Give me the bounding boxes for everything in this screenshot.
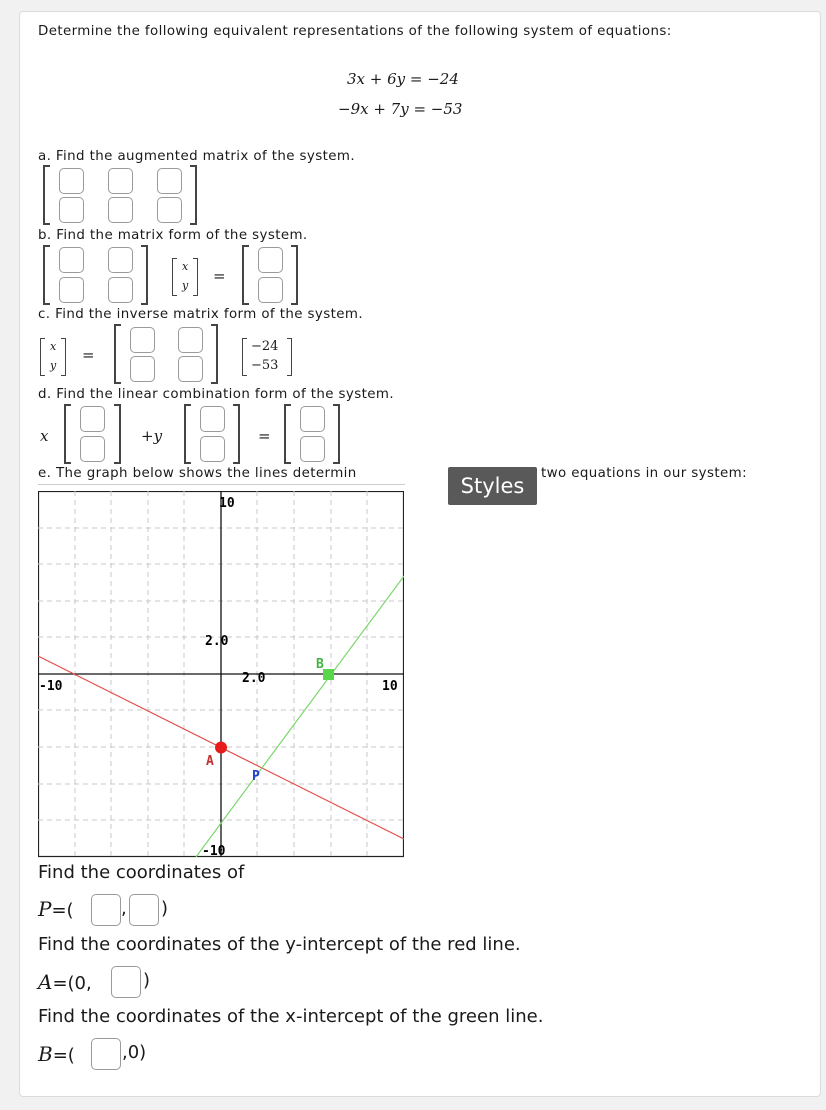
b-prompt: Find the coordinates of the x-intercept of the green line. [38,1006,544,1027]
point-b-marker[interactable] [323,669,334,680]
graph [38,491,404,858]
vector-x: x [182,260,189,273]
equals-sign: = [213,267,226,285]
rhs2-cell-2[interactable] [300,436,325,462]
equals-sign: = [82,346,95,364]
x-max-label: 10 [382,679,398,694]
col1-cell-1[interactable] [80,406,105,432]
coords-prompt: Find the coordinates of [38,862,245,883]
a-answer-row [38,970,92,994]
rhs-cell-1[interactable] [258,247,283,273]
part-d-label: d. Find the linear combination form of the system. [38,387,395,402]
inv-cell-1-1[interactable] [130,327,155,353]
plus-y: +y [141,427,163,445]
b-x-input[interactable] [91,1038,121,1070]
inv-cell-2-2[interactable] [178,356,203,382]
point-a-label: A [206,754,214,769]
divider [38,484,405,485]
a-y-input[interactable] [111,966,141,998]
p-y-input[interactable] [129,894,159,926]
aug-cell-1-1[interactable] [59,168,84,194]
aug-cell-1-3[interactable] [157,168,182,194]
coef-cell-2-2[interactable] [108,277,133,303]
coef-cell-2-1[interactable] [59,277,84,303]
coef-cell-1-1[interactable] [59,247,84,273]
col2-cell-2[interactable] [200,436,225,462]
y-max-label: 10 [219,496,235,511]
b-prefix: =( [52,1045,75,1066]
y-tick-label: 2.0 [205,634,229,649]
const-vector-2: −53 [251,358,279,373]
part-a-label: a. Find the augmented matrix of the system. [38,149,356,164]
aug-cell-2-2[interactable] [108,197,133,223]
col2-cell-1[interactable] [200,406,225,432]
part-e-label-left: e. The graph below shows the lines determin [38,466,357,481]
part-c-label: c. Find the inverse matrix form of the system. [38,307,363,322]
coef-x: x [40,427,49,445]
b-answer-row [38,1042,75,1066]
equation-2: −9x + 7y = −53 [338,100,463,118]
inv-cell-1-2[interactable] [178,327,203,353]
point-a-marker[interactable] [215,742,227,754]
p-close: ) [161,898,169,919]
coef-cell-1-2[interactable] [108,247,133,273]
equation-1: 3x + 6y = −24 [347,70,459,88]
a-close: ) [143,970,151,991]
p-var: P [38,897,52,921]
y-min-label: -10 [202,844,226,858]
x-min-label: -10 [39,679,63,694]
question-intro-line [38,23,768,41]
x-tick-label: 2.0 [242,671,266,686]
part-b-label: b. Find the matrix form of the system. [38,228,308,243]
p-answer-row [38,897,74,925]
rhs2-cell-1[interactable] [300,406,325,432]
p-x-input[interactable] [91,894,121,926]
aug-cell-1-2[interactable] [108,168,133,194]
part-e-label-right: two equations in our system: [541,466,747,481]
a-prompt: Find the coordinates of the y-intercept of the red line. [38,934,521,955]
aug-cell-2-1[interactable] [59,197,84,223]
const-vector-1: −24 [251,339,279,354]
question-intro: Determine the following equivalent representations of the following system of equations: [38,24,672,39]
rhs-cell-2[interactable] [258,277,283,303]
p-comma: , [121,898,127,919]
a-var: A [38,970,53,994]
vector-x: x [50,340,57,353]
point-b-label: B [316,657,324,672]
a-prefix: =(0, [52,973,92,994]
inv-cell-2-1[interactable] [130,356,155,382]
vector-y: y [50,359,57,372]
p-prefix: =( [51,900,74,921]
point-p-label: P [252,769,260,784]
equals-sign: = [258,427,271,445]
styles-tooltip: Styles [448,467,537,505]
col1-cell-2[interactable] [80,436,105,462]
vector-y: y [182,279,189,292]
b-suffix: ,0) [122,1042,147,1063]
b-var: B [38,1042,53,1066]
aug-cell-2-3[interactable] [157,197,182,223]
